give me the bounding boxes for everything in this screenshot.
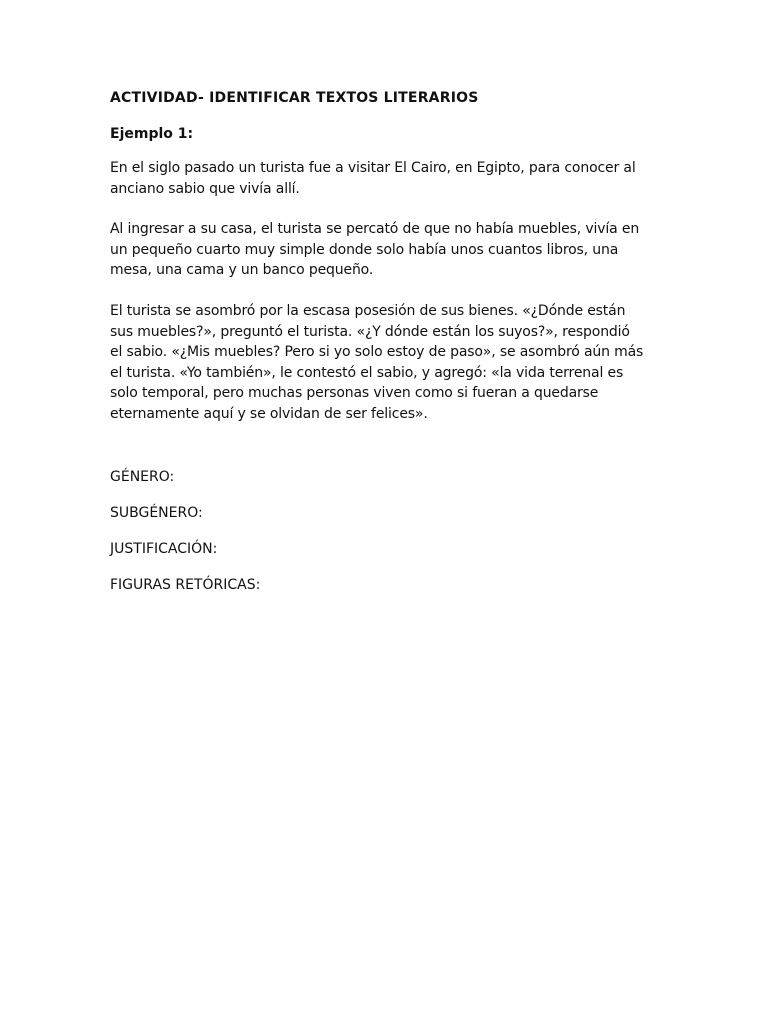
subgenero-label: SUBGÉNERO: [110,504,203,521]
answer-fields [110,467,666,595]
genero-label: GÉNERO: [110,468,175,485]
paragraph-2 [110,219,666,281]
paragraph-line: sus muebles?», preguntó el turista. «¿Y dónde están los suyos?», respondió [110,323,630,340]
paragraph-line: eternamente aquí y se olvidan de ser felices». [110,405,428,422]
paragraph-line: En el siglo pasado un turista fue a visitar El Cairo, en Egipto, para conocer al [110,160,636,176]
justificacion-label: JUSTIFICACIÓN: [110,540,218,557]
paragraph-line: mesa, una cama y un banco pequeño. [110,262,374,279]
example-heading: Ejemplo 1: [110,126,194,142]
paragraph-line: Al ingresar a su casa, el turista se percató de que no había muebles, vivía en [110,221,640,238]
paragraph-1 [110,158,666,199]
document-title: ACTIVIDAD- IDENTIFICAR TEXTOS LITERARIOS [110,90,479,106]
paragraph-line: el turista. «Yo también», le contestó el sabio, y agregó: «la vida terrenal es [110,364,624,381]
figuras-retoricas-label: FIGURAS RETÓRICAS: [110,576,261,593]
document-content [110,88,666,611]
paragraph-line: un pequeño cuarto muy simple donde solo había unos cuantos libros, una [110,241,619,258]
paragraph-line: anciano sabio que vivía allí. [110,180,300,197]
paragraph-line: solo temporal, pero muchas personas viven como si fueran a quedarse [110,385,599,402]
paragraph-line: el sabio. «¿Mis muebles? Pero si yo solo estoy de paso», se asombró aún más [110,344,644,361]
paragraph-line: El turista se asombró por la escasa posesión de sus bienes. «¿Dónde están [110,302,626,319]
paragraph-3 [110,301,666,425]
